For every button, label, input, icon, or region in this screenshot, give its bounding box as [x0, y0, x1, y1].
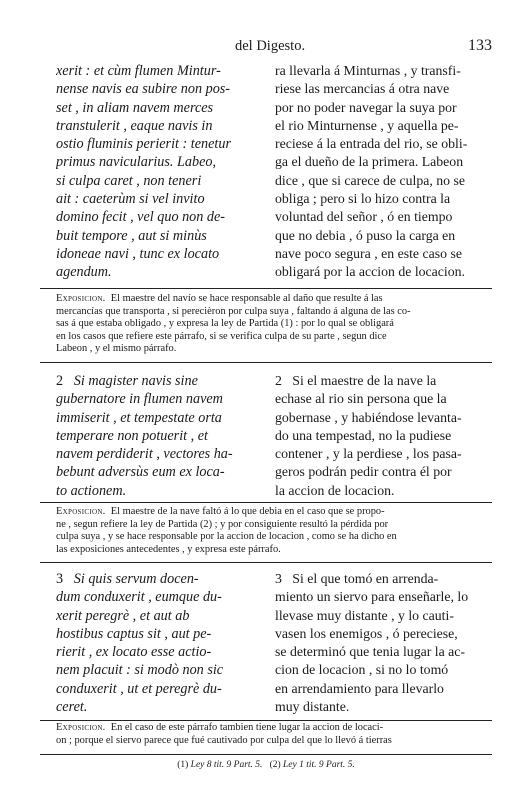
- spanish-line: se determinó que tenia lugar la ac-: [275, 644, 466, 660]
- exposition-line: Exposicion. El maestre de la nave faltó á lo que debia en el caso que se propo-: [56, 506, 385, 517]
- footnote-ref: (1): [177, 760, 189, 770]
- footnote-citation: Ley 8 tit. 9 Part. 5.: [190, 760, 263, 770]
- latin-line: nense navis ea subire non pos-: [56, 81, 231, 98]
- latin-text-section-2: [56, 372, 256, 500]
- spanish-line: ra llevarla á Minturnas , y transfi-: [275, 63, 461, 78]
- exposition-line: en los casos que refiere este párrafo, si se verifica culpa de su parte , segun dice: [56, 330, 387, 342]
- exposition-line: ne , segun refiere la ley de Partida (2) ; y por consiguiente resultó la pérdida por: [56, 518, 389, 530]
- page-header: [40, 38, 492, 56]
- spanish-line: reciese á la entrada del rio, se obli-: [275, 136, 468, 152]
- section-divider: [40, 362, 492, 363]
- spanish-line: llevase muy distante , y lo cauti-: [275, 607, 454, 623]
- exposition-line: Exposicion. En el caso de este párrafo tambien tiene lugar la accion de locaci-: [56, 722, 384, 733]
- exposition-section-1: [56, 293, 488, 356]
- exposition-label: Exposicion.: [56, 293, 106, 304]
- latin-line: buit tempore , aut si minùs: [56, 227, 207, 244]
- spanish-line: el rio Minturnense , y aquella pe-: [275, 117, 459, 133]
- footnotes: [40, 760, 492, 770]
- latin-line: agendum.: [56, 264, 112, 281]
- spanish-line: nave poco segura , en este caso se: [275, 245, 462, 261]
- running-head: del Digesto.: [235, 38, 306, 54]
- latin-line: 3 Si quis servum docen-: [56, 571, 199, 587]
- latin-line: temperare non potuerit , et: [56, 427, 208, 444]
- latin-line: idoneae navi , tunc ex locato: [56, 245, 220, 262]
- exposition-section-2: [56, 506, 488, 556]
- latin-line: dum conduxerit , eumque du-: [56, 589, 222, 606]
- spanish-line: muy distante.: [275, 699, 350, 715]
- spanish-line: riese las mercancias á otra nave: [275, 81, 450, 97]
- latin-line: primus navicularius. Labeo,: [56, 154, 217, 171]
- spanish-line: ga el dueño de la primera. Labeon: [275, 154, 464, 170]
- spanish-line: en arrendamiento para llevarlo: [275, 680, 444, 696]
- latin-line: ait : caeterùm si vel invito: [56, 191, 205, 208]
- latin-text-section-1: [56, 62, 256, 282]
- spanish-line: miento un siervo para enseñarle, lo: [275, 589, 469, 605]
- spanish-line: gobernase , y habiéndose levanta-: [275, 409, 462, 425]
- paragraph-number: 2: [275, 373, 282, 388]
- spanish-line: contener , y la perdiese , los pasa-: [275, 446, 462, 462]
- spanish-text-section-2: [275, 372, 487, 500]
- latin-line: transtulerit , eaque navis in: [56, 117, 213, 134]
- latin-line: conduxerit , ut et peregrè du-: [56, 680, 222, 697]
- exposition-label: Exposicion.: [56, 722, 106, 733]
- spanish-line: vasen los enemigos , ó pereciese,: [275, 625, 458, 641]
- spanish-line: obligará por la accion de locacion.: [275, 264, 466, 280]
- spanish-text-section-3: [275, 570, 487, 716]
- latin-line: set , in aliam navem merces: [56, 99, 214, 116]
- latin-line: gubernatore in flumen navem: [56, 391, 223, 408]
- spanish-line: echase al rio sin persona que la: [275, 391, 447, 407]
- latin-line: bebunt adversùs eum ex loca-: [56, 464, 225, 481]
- exposition-label: Exposicion.: [56, 506, 106, 517]
- spanish-text-section-1: [275, 62, 487, 282]
- latin-line: ostio fluminis perierit : tenetur: [56, 136, 231, 153]
- spanish-line: dice , que si carece de culpa, no se: [275, 172, 465, 188]
- footnote-rule: [40, 754, 492, 755]
- latin-line: xerit peregrè , et aut ab: [56, 607, 190, 624]
- spanish-line: do una tempestad, no la pudiese: [275, 427, 452, 443]
- exposition-line: mercancías que transporta , si perecièron por culpa suya , faltando á alguna de las co-: [56, 305, 411, 317]
- latin-line: si culpa caret , non teneri: [56, 172, 202, 189]
- section-divider: [40, 288, 492, 289]
- section-divider: [40, 562, 492, 563]
- section-divider: [40, 502, 492, 503]
- paragraph-number: 3: [56, 571, 64, 587]
- spanish-line: que no debia , ó puso la carga en: [275, 227, 456, 243]
- exposition-line: on ; porque el siervo parece que fué cautivado por culpa del que lo llevó á tierras: [56, 734, 392, 746]
- latin-line: ceret.: [56, 699, 88, 716]
- latin-line: to actionem.: [56, 482, 127, 499]
- latin-text-section-3: [56, 570, 256, 716]
- spanish-line: voluntad del señor , ó en tiempo: [275, 209, 453, 225]
- latin-line: immiserit , et tempestate orta: [56, 409, 222, 426]
- section-divider: [40, 720, 492, 721]
- latin-line: hostibus captus sit , aut pe-: [56, 625, 212, 642]
- latin-line: xerit : et cùm flumen Mintur-: [56, 63, 221, 79]
- paragraph-number: 2: [56, 373, 64, 389]
- latin-line: navem perdiderit , vectores ha-: [56, 446, 233, 463]
- spanish-line: obliga ; pero si lo hizo contra la: [275, 191, 451, 207]
- exposition-line: culpa suya , y se hace responsable por la accion de locacion , como se ha dicho en: [56, 531, 397, 543]
- exposition-section-3: [56, 722, 488, 747]
- latin-line: nem placuit : si modò non sic: [56, 662, 224, 679]
- spanish-line: por no poder navegar la suya por: [275, 99, 457, 115]
- exposition-line: Labeon , y el mismo párrafo.: [56, 343, 177, 355]
- page-number: 133: [468, 37, 492, 54]
- spanish-line: la accion de locacion.: [275, 482, 395, 498]
- latin-line: rierit , ex locato esse actio-: [56, 644, 212, 661]
- latin-line: domino fecit , vel quo non de-: [56, 209, 226, 226]
- footnote-citation: Ley 1 tit. 9 Part. 5.: [283, 760, 355, 770]
- footnote-ref: (2): [269, 760, 281, 770]
- spanish-line: geros podrán pedir contra él por: [275, 464, 452, 480]
- latin-line: 2 Si magister navis sine: [56, 373, 198, 389]
- spanish-line: cion de locacion , si no lo tomó: [275, 662, 449, 678]
- spanish-line: 2 Si el maestre de la nave la: [275, 373, 437, 388]
- exposition-line: Exposicion. El maestre del navío se hace responsable al daño que resulte á las: [56, 293, 383, 304]
- exposition-line: sas á que estaba obligado , y expresa la ley de Partida (1) : por lo qual se obligará: [56, 318, 394, 330]
- paragraph-number: 3: [275, 571, 282, 586]
- spanish-line: 3 Si el que tomó en arrenda-: [275, 571, 439, 586]
- exposition-line: las exposiciones antecedentes , y expresa este párrafo.: [56, 543, 281, 555]
